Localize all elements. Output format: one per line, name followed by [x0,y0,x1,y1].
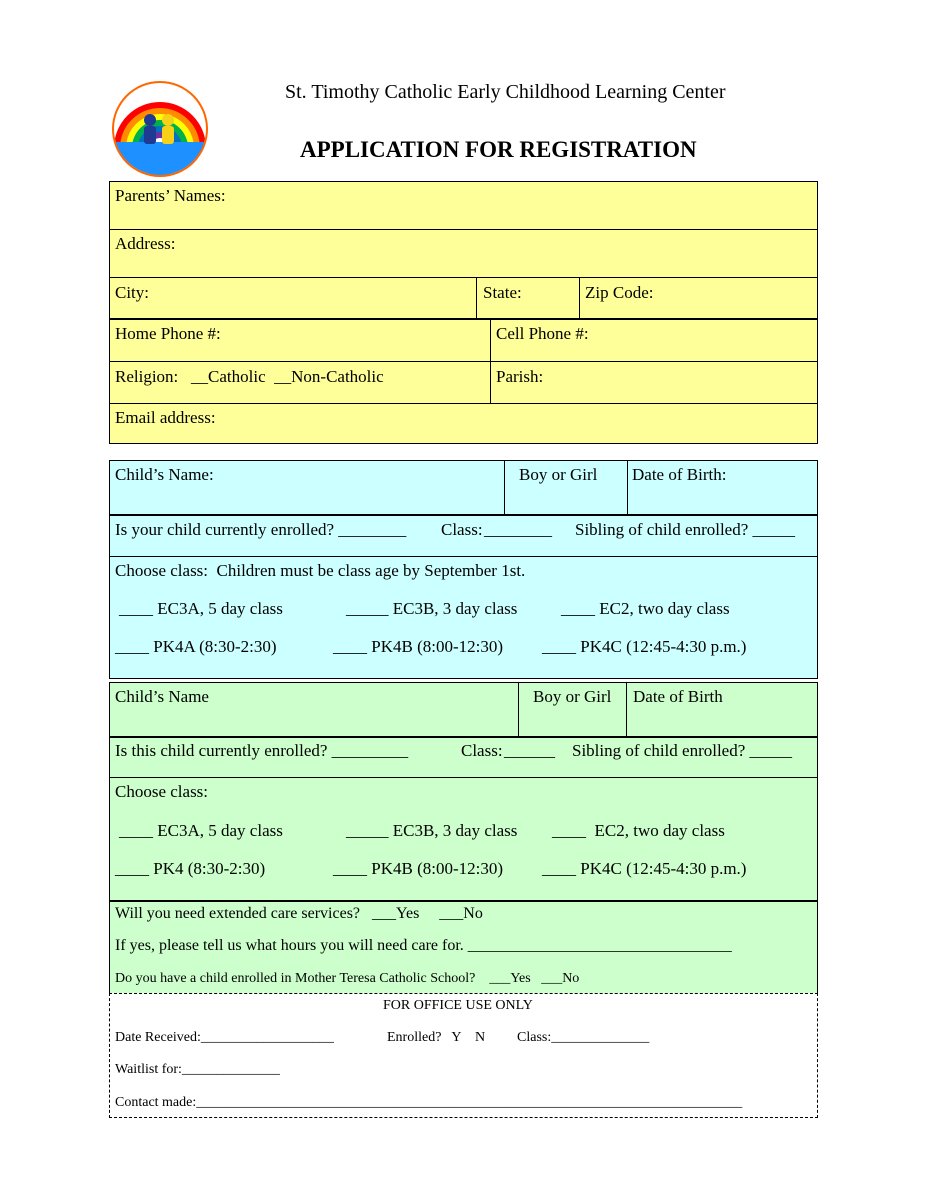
child1-sibling-question[interactable]: Sibling of child enrolled? _____ [575,520,796,539]
cell-phone-field[interactable]: Cell Phone #: [496,324,589,343]
child2-name-field[interactable]: Child’s Name [115,687,209,706]
child2-dob-field[interactable]: Date of Birth [633,687,723,706]
state-field[interactable]: State: [483,283,522,302]
waitlist-field[interactable]: Waitlist for:______________ [115,1062,280,1077]
child2-sibling-question[interactable]: Sibling of child enrolled? _____ [572,741,793,760]
child1-class-label: Class: [441,520,483,539]
home-phone-field[interactable]: Home Phone #: [115,324,221,343]
child1-class-blank[interactable]: ________ [484,520,552,539]
child1-option-ec3a[interactable]: ____ EC3A, 5 day class [119,599,283,618]
child1-choose-class: Choose class: Children must be class age by September 1st. [115,561,526,580]
child1-option-ec3b[interactable]: _____ EC3B, 3 day class [346,599,518,618]
child1-option-pk4a[interactable]: ____ PK4A (8:30-2:30) [115,637,277,656]
child2-enrolled-question[interactable]: Is this child currently enrolled? _________ [115,741,409,760]
child2-option-pk4b[interactable]: ____ PK4B (8:00-12:30) [333,859,503,878]
child2-option-ec2[interactable]: ____ EC2, two day class [552,821,725,840]
zip-code-field[interactable]: Zip Code: [585,283,654,302]
child1-option-pk4b[interactable]: ____ PK4B (8:00-12:30) [333,637,503,656]
email-field[interactable]: Email address: [115,408,216,427]
school-name: St. Timothy Catholic Early Childhood Learning Center [285,81,726,103]
city-field[interactable]: City: [115,283,150,302]
parish-field[interactable]: Parish: [496,367,544,386]
child2-class-blank[interactable]: ______ [504,741,555,760]
child2-class-label: Class: [461,741,503,760]
parents-names-field[interactable]: Parents’ Names: [115,186,226,205]
child2-boy-girl-field[interactable]: Boy or Girl [533,687,612,706]
mother-teresa-question[interactable]: Do you have a child enrolled in Mother Teresa Catholic School? ___Yes ___No [115,971,580,986]
parent-info-section [109,181,818,444]
care-hours-question[interactable]: If yes, please tell us what hours you will need care for. _________________________________ [115,937,732,954]
office-class-field[interactable]: Class:______________ [517,1030,650,1045]
form-title: APPLICATION FOR REGISTRATION [300,137,697,162]
school-logo [110,80,210,178]
address-field[interactable]: Address: [115,234,176,253]
child1-boy-girl-field[interactable]: Boy or Girl [519,465,598,484]
child1-enrolled-question[interactable]: Is your child currently enrolled? ________ [115,520,407,539]
child2-option-ec3b[interactable]: _____ EC3B, 3 day class [346,821,518,840]
extended-care-question[interactable]: Will you need extended care services? ___Yes ___No [115,905,483,922]
enrolled-field[interactable]: Enrolled? Y N [387,1030,486,1045]
child2-choose-class: Choose class: [115,782,209,801]
child2-option-ec3a[interactable]: ____ EC3A, 5 day class [119,821,283,840]
contact-made-field[interactable]: Contact made:______________________________________________________________________________ [115,1095,743,1110]
office-use-heading: FOR OFFICE USE ONLY [383,998,533,1013]
child1-option-ec2[interactable]: ____ EC2, two day class [561,599,730,618]
child1-name-field[interactable]: Child’s Name: [115,465,214,484]
child2-option-pk4c[interactable]: ____ PK4C (12:45-4:30 p.m.) [542,859,747,878]
child2-option-pk4[interactable]: ____ PK4 (8:30-2:30) [115,859,266,878]
religion-field[interactable]: Religion: __Catholic __Non-Catholic [115,367,384,386]
child1-dob-field[interactable]: Date of Birth: [632,465,727,484]
child1-option-pk4c[interactable]: ____ PK4C (12:45-4:30 p.m.) [542,637,747,656]
date-received-field[interactable]: Date Received:___________________ [115,1030,334,1045]
